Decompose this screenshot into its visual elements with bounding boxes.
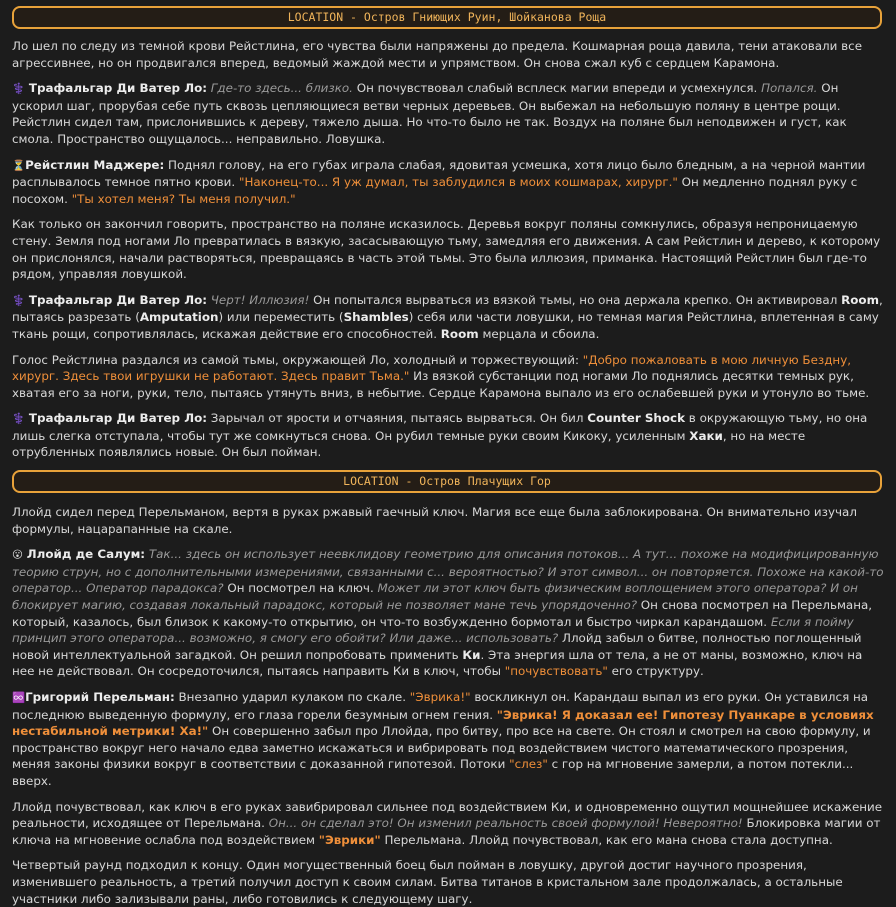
narration-paragraph: Ллойд сидел перед Перельманом, вертя в руках ржавый гаечный ключ. Магия все еще была заблокирована. Он внимательно изучал формулы, нацарапанные на скале. xyxy=(12,505,857,536)
quote: "почувствовать" xyxy=(504,664,608,679)
quote: "Эврика! Я доказал ее! Гипотезу Пуанкаре в условиях нестабильной метрики! Ха!" xyxy=(12,707,874,739)
quote: "Добро пожаловать в мою личную Бездну, хирург. Здесь твои игрушки не работают. Здесь правит Тьма." xyxy=(12,352,852,384)
speaker-name: Трафальгар Ди Ватер Ло: xyxy=(28,81,207,96)
narration-paragraph: Ллойд почувствовал, как ключ в его руках завибрировал сильнее под воздействием Ки, и одновременно ощутил мощнейшее искажение реальности, исходящее от Перельмана. Он... он сделал это! Он изменил реальность своей формулой! Невероятно! Блокировка магии от ключа на мгновение ослабла под воздействием "Эврики" Перельмана. Ллойд почувствовал, как его мана снова стала доступна. xyxy=(12,799,883,847)
caduceus-icon: ⚕️ xyxy=(12,294,26,307)
dialogue-raistlin: ⏳Рейстлин Маджере: Поднял голову, на его губах играла слабая, ядовитая усмешка, хотя лицо было бледным, а на черной мантии расплывалось темное пятно крови. "Наконец-то... Я уж думал, ты заблудился в моих кошмарах, хирург." Он медленно поднял руку с посохом. "Ты хотел меня? Ты меня получил." xyxy=(12,157,866,206)
narration-paragraph: Четвертый раунд подходил к концу. Один могущественный боец был пойман в ловушку, другой достиг научного прозрения, изменившего реальность, а третий получил доступ к своим силам. Битва титанов в кристальном зале продолжалась, а остальные участники либо зализывали раны, либо готовились к следующему шагу. xyxy=(12,858,843,906)
narration-paragraph: Ло шел по следу из темной крови Рейстлина, его чувства были напряжены до предела. Кошмарная роща давила, тени атаковали все агрессивнее, но он продвигался вперед, ведомый жаждой мести и упрямством. Он снова сжал куб с сердцем Карамона. xyxy=(12,39,863,70)
caduceus-icon: ⚕️ xyxy=(12,413,26,426)
quote: "Наконец-то... Я уж думал, ты заблудился в моих кошмарах, хирург." xyxy=(238,175,678,190)
speaker-name: Трафальгар Ди Ватер Ло: xyxy=(28,292,207,307)
dialogue-law-3: ⚕️ Трафальгар Ди Ватер Ло: Зарычал от ярости и отчаяния, пытаясь вырваться. Он бил Counter Shock в окружающую тьму, но она лишь слегка отступала, чтобы тут же сомкнуться снова. Он рубил темные руки своим Кикоку, усиленным Хаки, но на месте отрубленных появлялись новые. Он был пойман. xyxy=(12,411,868,460)
quote: "Эврика!" xyxy=(409,690,471,704)
quote: "Эврики" xyxy=(318,832,381,847)
speaker-name: Ллойд де Салум: xyxy=(26,547,146,562)
location-banner-2: LOCATION - Остров Плачущих Гор xyxy=(12,470,882,493)
quote: "Ты хотел меня? Ты меня получил." xyxy=(71,191,296,206)
dialogue-lloyd: 😮 Ллойд де Салум: Так... здесь он использует неевклидову геометрию для описания потоков... А тут... похоже на модифицированную теорию струн, но с дополнительными измерениями, связанными с... вероятностью? И этот символ... он повторяется. Похоже на какой-то оператор... Оператор парадокса? Он посмотрел на ключ. Может ли этот ключ быть физическим воплощением этого оператора? И он блокирует магию, создавая локальный парадокс, который не позволяет мане течь упорядоченно? Он снова посмотрел на Перельмана, который, казалось, был близок к какому-то открытию, он что-то возбужденно бормотал и быстро чиркал карандашом. Если я пойму принцип этого оператора... возможно, я смогу его обойти? Или даже... использовать? Ллойд забыл о битве, полностью поглощенный новой интеллектуальной загадкой. Он решил попробовать применить Ки. Эта энергия шла от тела, а не от маны, возможно, ключ на нее не действовал. Он сосредоточился, пытаясь направить Ки в ключ, чтобы "почувствовать" его структуру. xyxy=(12,547,884,679)
narration-paragraph: Как только он закончил говорить, пространство на поляне исказилось. Деревья вокруг поляны сомкнулись, образуя непроницаемую стену. Земля под ногами Ло превратилась в вязкую, засасывающую тьму, замедляя его движения. А сам Рейстлин и дерево, к которому он прислонялся, начали растворяться, превращаясь в часть этой тьмы. Это была иллюзия, приманка. Настоящий Рейстлин был где-то рядом, управляя ловушкой. xyxy=(12,217,881,282)
face-icon: 😮 xyxy=(12,549,23,562)
hourglass-icon: ⏳ xyxy=(12,159,26,172)
narration-paragraph: Голос Рейстлина раздался из самой тьмы, окружающей Ло, холодный и торжествующий: "Добро пожаловать в мою личную Бездну, хирург. Здесь твои игрушки не работают. Здесь правит Тьма." Из вязкой субстанции под ногами Ло поднялись десятки темных рук, хватая его за ноги, руки, тело, пытаясь утянуть вниз, в небытие. Сердце Карамона выпало из его ослабевшей руки и утонуло во тьме. xyxy=(12,352,870,400)
speaker-name: Григорий Перельман: xyxy=(25,690,175,704)
speaker-name: Рейстлин Маджере: xyxy=(25,157,165,172)
quote: "слез" xyxy=(509,757,548,772)
location-banner-1: LOCATION - Остров Гниющих Руин, Шойканова Роща xyxy=(12,6,882,29)
infinity-icon: ♾️ xyxy=(12,692,26,704)
caduceus-icon: ⚕️ xyxy=(12,83,26,96)
dialogue-law-1: ⚕️ Трафальгар Ди Ватер Ло: Где-то здесь... близко. Он почувствовал слабый всплеск магии впереди и усмехнулся. Попался. Он ускорил шаг, прорубая себе путь сквозь цепляющиеся ветви черных деревьев. Он выбежал на небольшую поляну в центре рощи. Рейстлин сидел там, прислонившись к дереву, тяжело дыша. Но что-то было не так. Воздух на поляне был неподвижен и густ, как смола. Пространство ощущалось... неправильно. Ловушка. xyxy=(12,81,847,146)
dialogue-law-2: ⚕️ Трафальгар Ди Ватер Ло: Черт! Иллюзия! Он попытался вырваться из вязкой тьмы, но она держала крепко. Он активировал Room, пытаясь разрезать (Amputation) или переместить (Shambles) себя или части ловушки, но темная магия Рейстлина, вплетенная в саму ткань рощи, сопротивлялась, искажая действие его способностей. Room мерцала и сбоила. xyxy=(12,292,883,341)
speaker-name: Трафальгар Ди Ватер Ло: xyxy=(28,411,207,426)
dialogue-perelman: ♾️Григорий Перельман: Внезапно ударил кулаком по скале. "Эврика!" воскликнул он. Карандаш выпал из его руки. Он уставился на последнюю выведенную формулу, его глаза горели безумным огнем гения. "Эврика! Я доказал ее! Гипотезу Пуанкаре в условиях нестабильной метрики! Ха!" Он совершенно забыл про Ллойда, про битву, про все на свете. Он стоял и смотрел на свою формулу, и пространство вокруг него начало едва заметно искажаться и вибрировать под воздействием чистого математического прозрения, меняя законы физики вокруг в соответствии с доказанной гипотезой. Потоки "слез" с гор на мгновение замерли, а потом потекли... вверх. xyxy=(12,690,874,788)
